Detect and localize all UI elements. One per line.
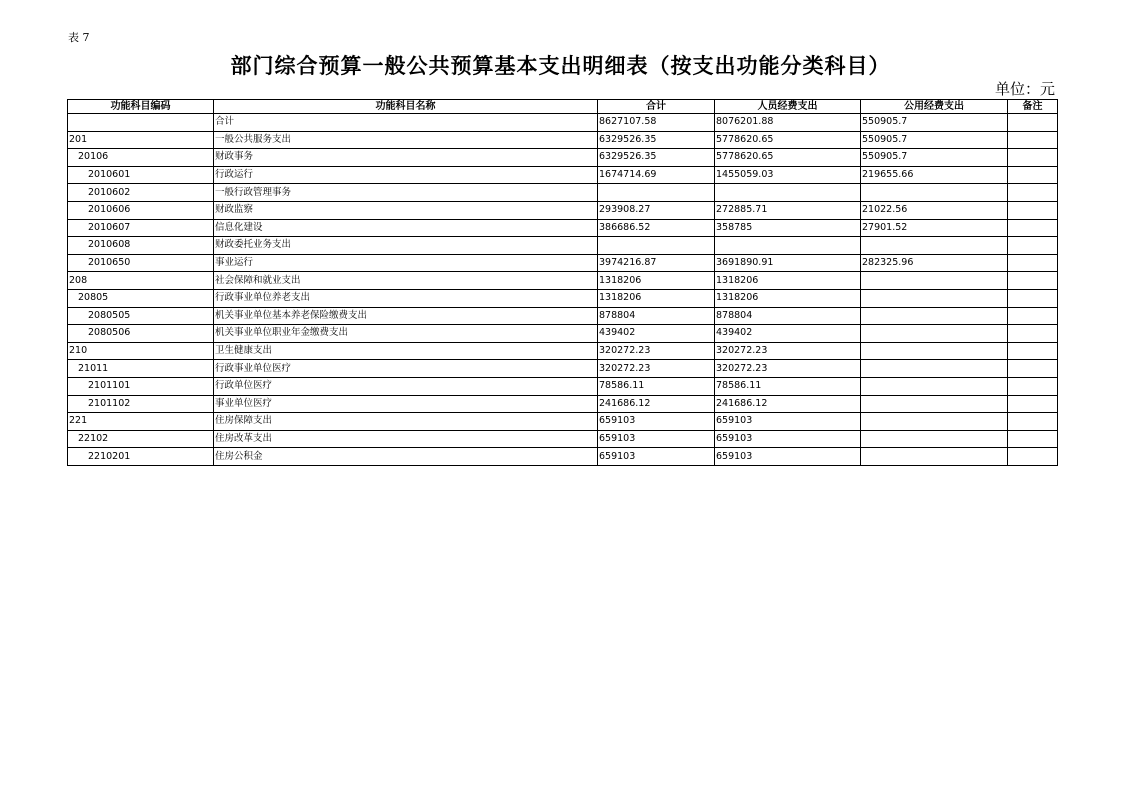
cell-note [1008, 325, 1058, 343]
cell-total: 878804 [598, 307, 715, 325]
cell-public [861, 360, 1008, 378]
cell-public [861, 413, 1008, 431]
cell-total: 3974216.87 [598, 254, 715, 272]
header-row [68, 100, 1058, 114]
cell-note [1008, 360, 1058, 378]
cell-personnel: 878804 [715, 307, 861, 325]
cell-public: 27901.52 [861, 219, 1008, 237]
cell-code: 20805 [68, 289, 214, 307]
cell-name: 行政运行 [214, 166, 598, 184]
cell-personnel: 659103 [715, 413, 861, 431]
table-row [68, 448, 1058, 466]
cell-personnel: 1318206 [715, 272, 861, 290]
cell-code: 2080506 [68, 325, 214, 343]
cell-code: 201 [68, 131, 214, 149]
cell-total: 8627107.58 [598, 114, 715, 132]
cell-name: 卫生健康支出 [214, 342, 598, 360]
cell-code: 2010602 [68, 184, 214, 202]
table-row [68, 430, 1058, 448]
header-total: 合计 [598, 100, 715, 114]
cell-public [861, 448, 1008, 466]
cell-code: 20106 [68, 149, 214, 167]
budget-table [67, 99, 1058, 466]
cell-total: 6329526.35 [598, 149, 715, 167]
cell-public [861, 307, 1008, 325]
header-code: 功能科目编码 [68, 100, 214, 114]
cell-code: 2010606 [68, 201, 214, 219]
cell-name: 信息化建设 [214, 219, 598, 237]
cell-code: 22102 [68, 430, 214, 448]
cell-personnel: 5778620.65 [715, 131, 861, 149]
cell-total: 439402 [598, 325, 715, 343]
table-row [68, 413, 1058, 431]
cell-note [1008, 395, 1058, 413]
cell-code: 210 [68, 342, 214, 360]
cell-note [1008, 272, 1058, 290]
cell-name: 一般公共服务支出 [214, 131, 598, 149]
cell-total: 78586.11 [598, 377, 715, 395]
cell-total: 1318206 [598, 289, 715, 307]
table-row [68, 166, 1058, 184]
cell-public [861, 325, 1008, 343]
cell-name: 财政事务 [214, 149, 598, 167]
table-row [68, 360, 1058, 378]
cell-public [861, 237, 1008, 255]
cell-code: 2210201 [68, 448, 214, 466]
cell-personnel: 439402 [715, 325, 861, 343]
cell-note [1008, 219, 1058, 237]
cell-name: 行政事业单位医疗 [214, 360, 598, 378]
page-title: 部门综合预算一般公共预算基本支出明细表（按支出功能分类科目） [230, 53, 891, 78]
cell-note [1008, 131, 1058, 149]
cell-personnel: 78586.11 [715, 377, 861, 395]
cell-note [1008, 254, 1058, 272]
cell-total: 6329526.35 [598, 131, 715, 149]
cell-code: 2010607 [68, 219, 214, 237]
cell-name: 社会保障和就业支出 [214, 272, 598, 290]
cell-note [1008, 201, 1058, 219]
cell-personnel: 1455059.03 [715, 166, 861, 184]
cell-name: 机关事业单位职业年金缴费支出 [214, 325, 598, 343]
cell-note [1008, 114, 1058, 132]
cell-personnel [715, 237, 861, 255]
cell-note [1008, 448, 1058, 466]
cell-public [861, 395, 1008, 413]
cell-note [1008, 430, 1058, 448]
cell-code: 2080505 [68, 307, 214, 325]
table-row [68, 219, 1058, 237]
cell-personnel: 659103 [715, 430, 861, 448]
table-number: 表 7 [68, 31, 90, 44]
cell-code: 2101101 [68, 377, 214, 395]
cell-total [598, 237, 715, 255]
table-row [68, 325, 1058, 343]
cell-public [861, 184, 1008, 202]
cell-note [1008, 377, 1058, 395]
table-row [68, 307, 1058, 325]
cell-total: 1318206 [598, 272, 715, 290]
cell-total [598, 184, 715, 202]
table-row [68, 395, 1058, 413]
cell-code: 208 [68, 272, 214, 290]
cell-personnel: 320272.23 [715, 342, 861, 360]
cell-personnel: 8076201.88 [715, 114, 861, 132]
cell-note [1008, 184, 1058, 202]
unit-label: 单位：元 [994, 80, 1055, 98]
cell-personnel: 5778620.65 [715, 149, 861, 167]
cell-public: 21022.56 [861, 201, 1008, 219]
header-personnel: 人员经费支出 [715, 100, 861, 114]
table-row [68, 289, 1058, 307]
cell-public [861, 430, 1008, 448]
table-row [68, 131, 1058, 149]
cell-personnel: 659103 [715, 448, 861, 466]
cell-personnel: 241686.12 [715, 395, 861, 413]
cell-total: 659103 [598, 413, 715, 431]
cell-public: 550905.7 [861, 114, 1008, 132]
cell-personnel: 1318206 [715, 289, 861, 307]
header-note: 备注 [1008, 100, 1058, 114]
cell-name: 住房改革支出 [214, 430, 598, 448]
cell-public [861, 377, 1008, 395]
cell-note [1008, 237, 1058, 255]
cell-code: 221 [68, 413, 214, 431]
cell-name: 行政单位医疗 [214, 377, 598, 395]
cell-total: 293908.27 [598, 201, 715, 219]
cell-code: 2101102 [68, 395, 214, 413]
cell-personnel: 358785 [715, 219, 861, 237]
table-body [68, 114, 1058, 466]
table-row [68, 237, 1058, 255]
cell-name: 合计 [214, 114, 598, 132]
table-row [68, 149, 1058, 167]
cell-note [1008, 413, 1058, 431]
cell-total: 320272.23 [598, 342, 715, 360]
cell-name: 住房公积金 [214, 448, 598, 466]
cell-note [1008, 342, 1058, 360]
cell-name: 住房保障支出 [214, 413, 598, 431]
header-public: 公用经费支出 [861, 100, 1008, 114]
header-name: 功能科目名称 [214, 100, 598, 114]
cell-personnel: 272885.71 [715, 201, 861, 219]
table-row [68, 342, 1058, 360]
cell-note [1008, 166, 1058, 184]
cell-name: 财政委托业务支出 [214, 237, 598, 255]
cell-code: 21011 [68, 360, 214, 378]
cell-name: 事业单位医疗 [214, 395, 598, 413]
table-row [68, 184, 1058, 202]
cell-public: 282325.96 [861, 254, 1008, 272]
cell-public: 550905.7 [861, 149, 1008, 167]
table-row [68, 254, 1058, 272]
cell-total: 1674714.69 [598, 166, 715, 184]
cell-code: 2010601 [68, 166, 214, 184]
cell-code [68, 114, 214, 132]
cell-note [1008, 307, 1058, 325]
cell-personnel: 320272.23 [715, 360, 861, 378]
table-row [68, 377, 1058, 395]
cell-total: 320272.23 [598, 360, 715, 378]
table-row [68, 272, 1058, 290]
cell-public: 550905.7 [861, 131, 1008, 149]
cell-name: 事业运行 [214, 254, 598, 272]
cell-public [861, 289, 1008, 307]
cell-code: 2010608 [68, 237, 214, 255]
cell-name: 一般行政管理事务 [214, 184, 598, 202]
table-row [68, 201, 1058, 219]
cell-name: 财政监察 [214, 201, 598, 219]
cell-public: 219655.66 [861, 166, 1008, 184]
cell-personnel [715, 184, 861, 202]
cell-public [861, 272, 1008, 290]
cell-name: 行政事业单位养老支出 [214, 289, 598, 307]
cell-personnel: 3691890.91 [715, 254, 861, 272]
cell-total: 386686.52 [598, 219, 715, 237]
cell-total: 241686.12 [598, 395, 715, 413]
table-row [68, 114, 1058, 132]
cell-note [1008, 289, 1058, 307]
cell-name: 机关事业单位基本养老保险缴费支出 [214, 307, 598, 325]
cell-total: 659103 [598, 448, 715, 466]
cell-code: 2010650 [68, 254, 214, 272]
cell-total: 659103 [598, 430, 715, 448]
cell-public [861, 342, 1008, 360]
cell-note [1008, 149, 1058, 167]
